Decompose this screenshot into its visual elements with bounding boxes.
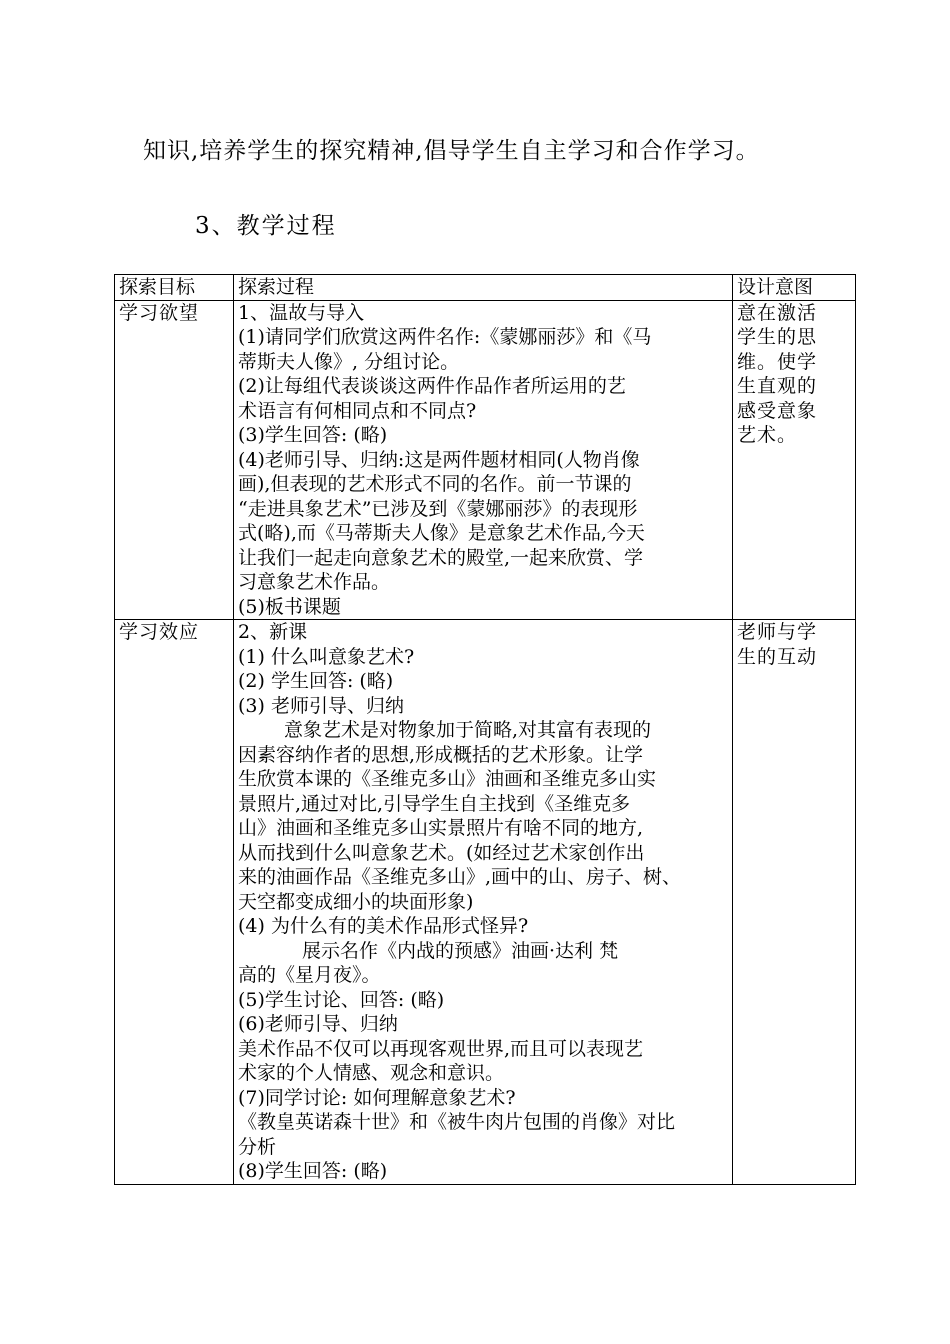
process-line: 意象艺术是对物象加于简略,对其富有表现的	[284, 719, 652, 741]
process-line: (2)让每组代表谈谈这两件作品作者所运用的艺	[238, 375, 626, 397]
section-heading: 3、教学过程	[195, 213, 337, 239]
process-line: 来的油画作品《圣维克多山》,画中的山、房子、树、	[238, 866, 682, 888]
header-process: 探索过程	[234, 275, 733, 301]
process-line: 景照片,通过对比,引导学生自主找到《圣维克多	[238, 792, 631, 815]
table-row-learning-desire	[115, 300, 856, 620]
process-line: (2) 学生回答: (略)	[238, 670, 394, 692]
process-line: 天空都变成细小的块面形象)	[238, 890, 474, 913]
process-line: 术语言有何相同点和不同点?	[238, 399, 477, 422]
process-line: 高的《星月夜》。	[238, 964, 381, 986]
table-row-learning-effect	[115, 620, 856, 1185]
intent-line: 意在激活	[737, 301, 818, 324]
process-line: 画),但表现的艺术形式不同的名作。前一节课的	[238, 473, 632, 495]
process-line: 让我们一起走向意象艺术的殿堂,一起来欣赏、学	[238, 546, 644, 569]
intent-line: 感受意象	[737, 399, 818, 422]
table-header-row	[115, 275, 856, 301]
intent-cell-learning-desire	[733, 300, 856, 620]
process-line: 术家的个人情感、观念和意识。	[238, 1062, 505, 1084]
process-line: 山》油画和圣维克多山实景照片有啥不同的地方,	[238, 817, 644, 839]
process-line: 美术作品不仅可以再现客观世界,而且可以表现艺	[238, 1037, 644, 1060]
intent-line: 学生的思	[737, 326, 818, 348]
process-line: (5)板书课题	[238, 595, 341, 618]
process-line: 从而找到什么叫意象艺术。(如经过艺术家创作出	[238, 841, 645, 864]
process-line: 习意象艺术作品。	[238, 571, 391, 593]
process-line: (1) 什么叫意象艺术?	[238, 645, 415, 668]
process-line: 生欣赏本课的《圣维克多山》油画和圣维克多山实	[238, 768, 657, 790]
process-line: (6)老师引导、归纳	[238, 1013, 398, 1035]
header-intent: 设计意图	[733, 275, 856, 301]
process-line: 2、新课	[238, 621, 308, 643]
process-line: 式(略),而《马蒂斯夫人像》是意象艺术作品,今天	[238, 522, 645, 544]
header-goal: 探索目标	[115, 275, 234, 301]
process-line: “走进具象艺术”已涉及到《蒙娜丽莎》的表现形	[238, 497, 638, 520]
process-line: 1、温故与导入	[238, 301, 365, 324]
process-line: 分析	[238, 1135, 277, 1158]
intro-paragraph: 知识,培养学生的探究精神,倡导学生自主学习和合作学习。	[143, 138, 760, 164]
process-line: (4)老师引导、归纳:这是两件题材相同(人物肖像	[238, 448, 640, 471]
process-line: (8)学生回答: (略)	[238, 1160, 388, 1182]
process-cell-learning-desire	[234, 300, 733, 620]
intent-line: 老师与学	[737, 621, 818, 643]
intent-line: 生直观的	[737, 375, 818, 397]
process-line: (1)请同学们欣赏这两件名作:《蒙娜丽莎》和《马	[238, 326, 652, 348]
process-line: 因素容纳作者的思想,形成概括的艺术形象。让学	[238, 743, 644, 766]
process-line: (3)学生回答: (略)	[238, 424, 388, 446]
process-line: 蒂斯夫人像》, 分组讨论。	[238, 350, 460, 373]
process-line: (7)同学讨论: 如何理解意象艺术?	[238, 1086, 516, 1109]
process-cell-learning-effect	[234, 620, 733, 1185]
process-line: 展示名作《内战的预感》油画·达利 梵	[302, 939, 619, 962]
process-line: (3) 老师引导、归纳	[238, 694, 404, 717]
intent-cell-learning-effect	[733, 620, 856, 1185]
goal-cell-learning-desire: 学习欲望	[115, 300, 234, 620]
process-line: 《教皇英诺森十世》和《被牛肉片包围的肖像》对比	[238, 1111, 676, 1133]
intent-line: 维。使学	[737, 350, 818, 373]
intent-line: 生的互动	[737, 645, 818, 668]
teaching-process-table	[114, 274, 856, 1185]
process-line: (5)学生讨论、回答: (略)	[238, 988, 445, 1011]
intent-line: 艺术。	[737, 424, 798, 446]
process-line: (4) 为什么有的美术作品形式怪异?	[238, 915, 529, 937]
goal-cell-learning-effect: 学习效应	[115, 620, 234, 1185]
